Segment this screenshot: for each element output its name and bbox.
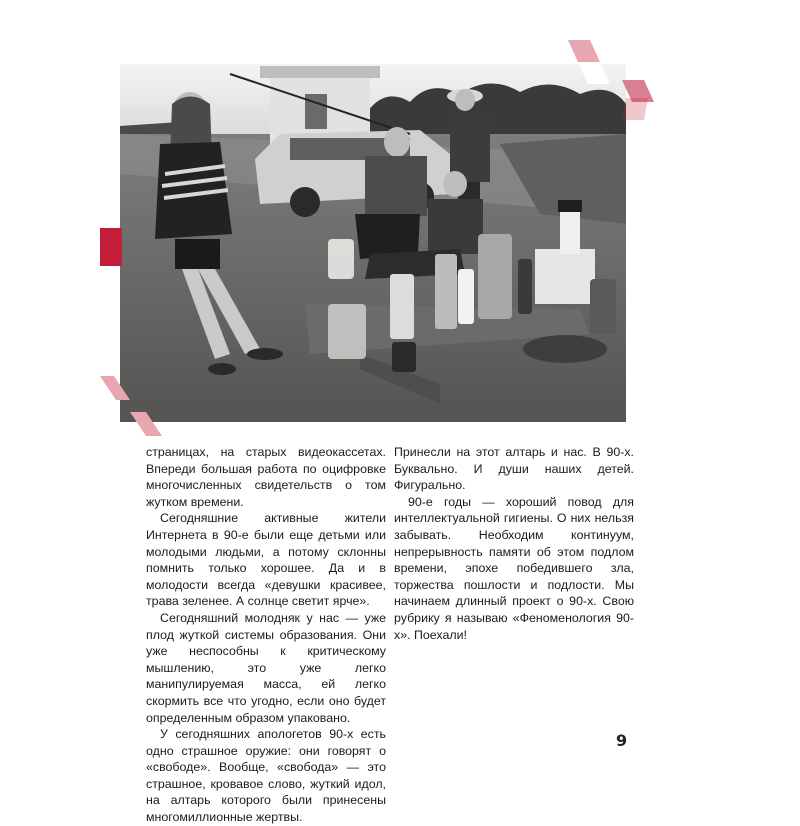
article-photo (120, 64, 626, 422)
decorative-tape-bottom-left (100, 376, 162, 438)
paragraph: Сегодняшний молодняк у нас — уже плод жуткой системы образования. Они уже неспособны к критическому мышлению, это уже легко манипулируемая масса, ей легко скормить все что угодно, если оно будет определенным образом упаковано. (146, 610, 386, 725)
paragraph: страницах, на старых видеокассетах. Впереди большая работа по оцифровке многочисленных свидетельств о том жутком времени. (146, 445, 386, 509)
paragraph: 90-е годы — хороший повод для интеллектуальной гигиены. О них нельзя забывать. Необходим континуум, непрерывность памяти об этом подлом времени, эпохе победившего зла, торжества пошлости и подлости. Мы начинаем длинный проект о 90-х. Свою рубрику я называю «Феноменология 90-х». Поехали! (394, 494, 634, 642)
article-column-left (146, 444, 386, 826)
paragraph: У сегодняшних апологетов 90-х есть одно страшное оружие: они говорят о «свободе». Вообще, «свобода» — это страшное, кровавое слово, жуткий идол, на алтарь которого были принесены многомиллионные жертвы. (146, 727, 386, 825)
photo-illustration (120, 64, 626, 422)
decorative-tape-left (100, 228, 122, 266)
paragraph: Сегодняшние активные жители Интернета в 90-е были еще детьми или молодыми людьми, а потому склонны помнить только хорошее. Да и в молодости всегда «девушки красивее, трава зеленее. А солнце светит ярче». (146, 511, 386, 609)
decorative-tape-top-right (560, 40, 655, 120)
page-number: 9 (616, 731, 628, 750)
paragraph: Принесли на этот алтарь и нас. В 90-х. Буквально. И души наших детей. Фигурально. (394, 445, 634, 493)
article-column-right (394, 444, 634, 643)
